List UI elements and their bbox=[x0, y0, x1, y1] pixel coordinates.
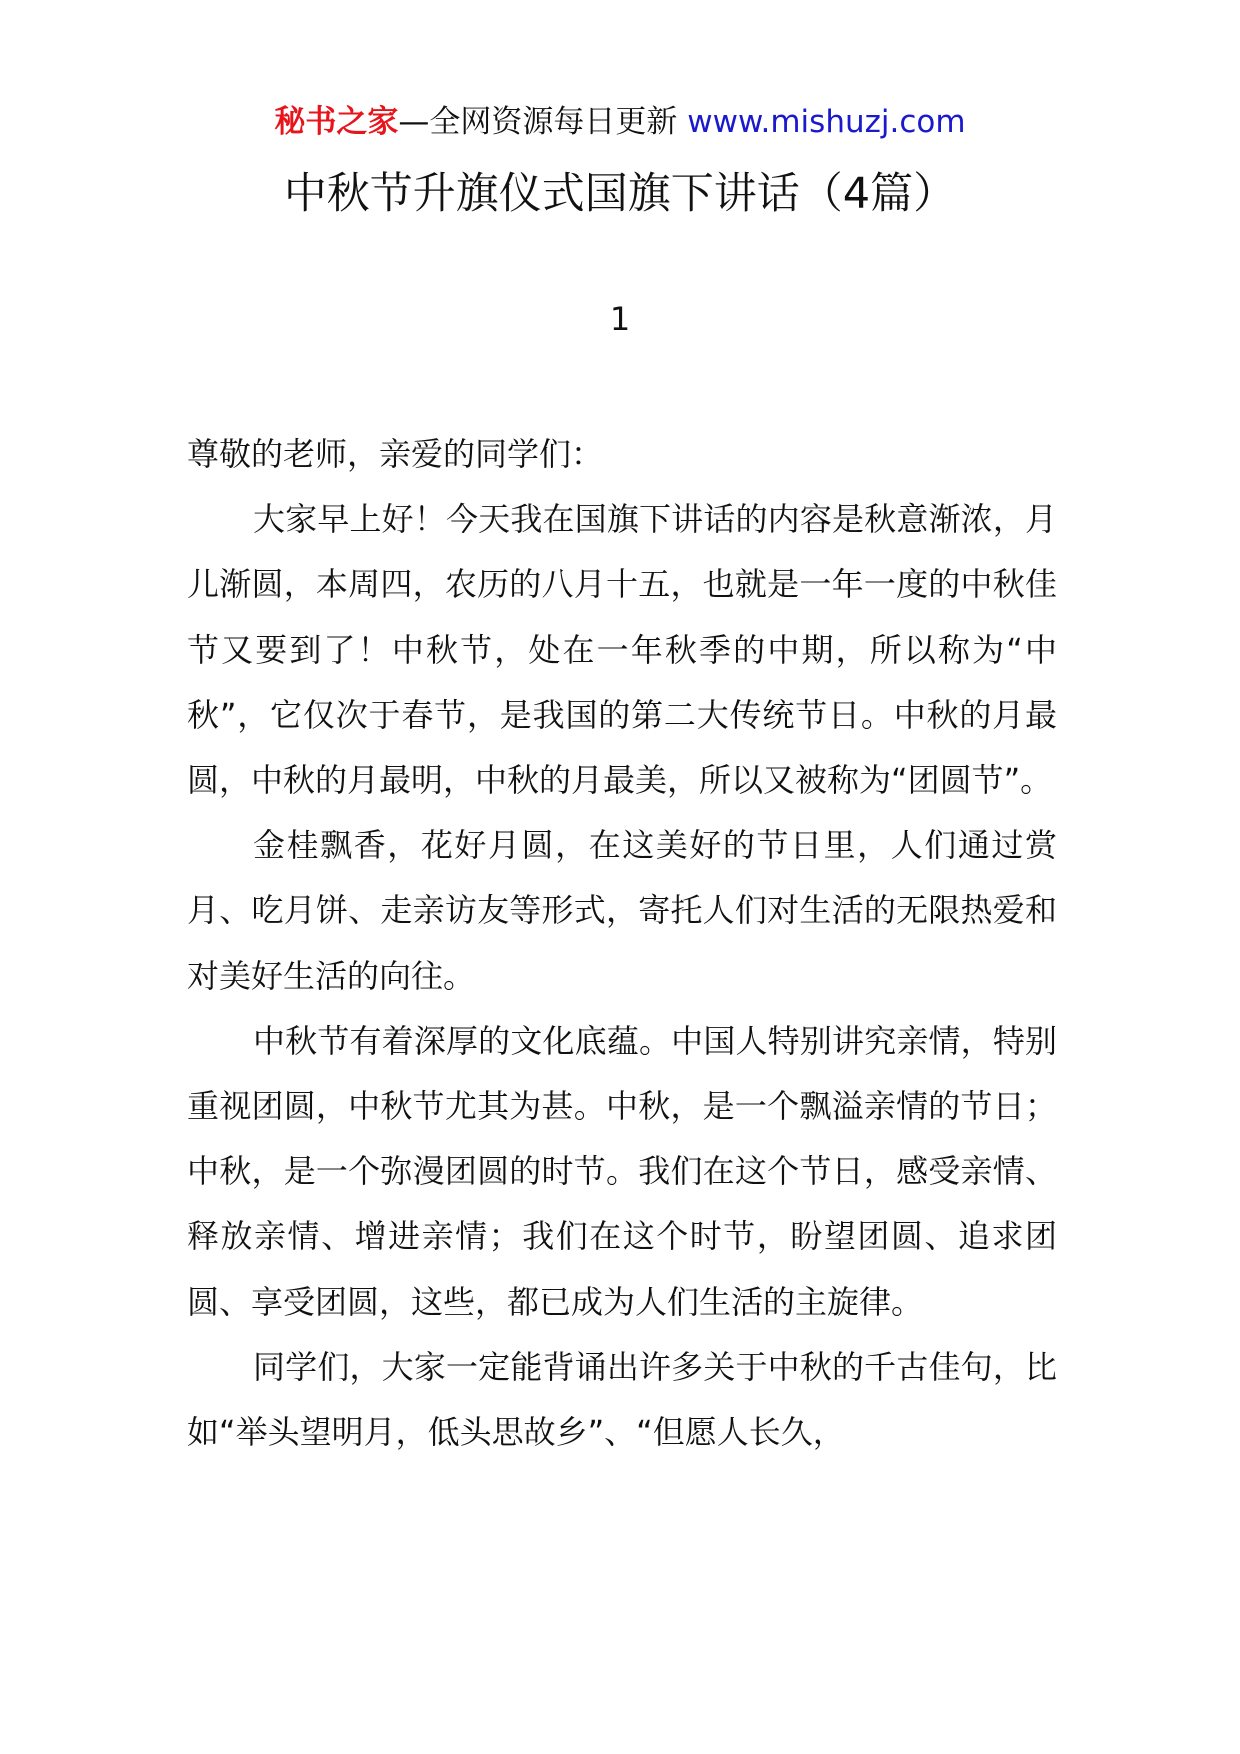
salutation: 尊敬的老师，亲爱的同学们： bbox=[187, 435, 604, 473]
banner-tagline: —全网资源每日更新 bbox=[398, 104, 688, 140]
paragraph-3: 中秋节有着深厚的文化底蕴。中国人特别讲究亲情，特别重视团圆，中秋节尤其为甚。中秋，是一个飘溢亲情的节日；中秋，是一个弥漫团圆的时节。我们在这个节日，感受亲情、释放亲情、增进亲情；我们在这个时节，盼望团圆、追求团圆、享受团圆，这些，都已成为人们生活的主旋律。 bbox=[187, 1021, 1057, 1321]
speech-body bbox=[187, 422, 1057, 1465]
paragraph-2: 金桂飘香，花好月圆，在这美好的节日里，人们通过赏月、吃月饼、走亲访友等形式，寄托人们对生活的无限热爱和对美好生活的向往。 bbox=[187, 826, 1057, 995]
site-banner bbox=[0, 100, 1240, 144]
site-url-link[interactable]: www.mishuzj.com bbox=[687, 104, 966, 140]
brand-name: 秘书之家 bbox=[274, 104, 399, 140]
document-title: 中秋节升旗仪式国旗下讲话（4篇） bbox=[283, 169, 957, 219]
paragraph-4: 同学们，大家一定能背诵出许多关于中秋的千古佳句，比如“举头望明月，低头思故乡”、“但愿人长久， bbox=[187, 1347, 1057, 1452]
section-number: 1 bbox=[609, 300, 631, 338]
paragraph-1: 大家早上好！今天我在国旗下讲话的内容是秋意渐浓，月儿渐圆，本周四，农历的八月十五，也就是一年一度的中秋佳节又要到了！中秋节，处在一年秋季的中期，所以称为“中秋”，它仅次于春节，是我国的第二大传统节日。中秋的月最圆，中秋的月最明，中秋的月最美，所以又被称为“团圆节”。 bbox=[187, 500, 1057, 800]
